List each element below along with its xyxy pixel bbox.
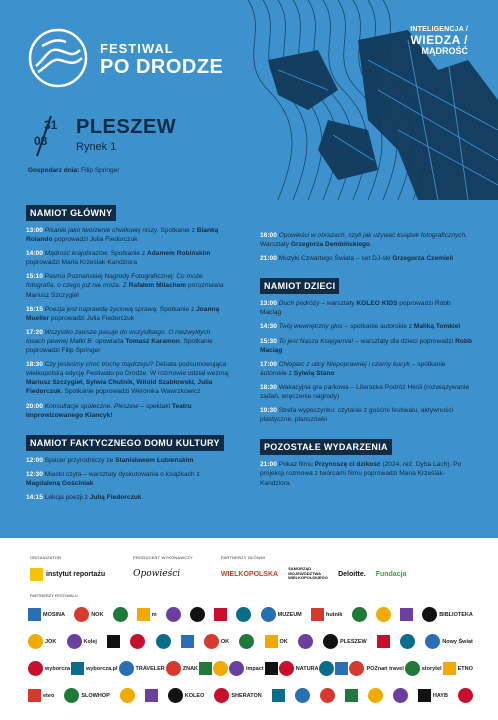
partner-mark-icon — [377, 635, 390, 648]
partner-mark-icon — [64, 688, 79, 703]
partner-mark-icon — [213, 661, 228, 676]
partner-name: NATURA — [295, 665, 319, 672]
partner-name: KOLEO — [184, 692, 205, 699]
program-text: porozmawia Mariusz Szczygieł — [26, 282, 224, 299]
main-partner-1: WIELKOPOLSKA — [220, 570, 279, 578]
program-text: Spotkanie z — [108, 250, 147, 258]
partner-logo — [190, 607, 205, 622]
program-item — [260, 337, 472, 355]
partner-logo — [28, 661, 70, 676]
partner-name: m — [151, 611, 157, 618]
partner-mark-icon — [28, 608, 41, 621]
theme-line2: WIEDZA / — [410, 32, 468, 47]
partner-logo — [28, 608, 65, 621]
program-text: Miasto czyta – warsztaty dyskutowania o książkach z — [44, 470, 200, 478]
program-item — [260, 383, 472, 401]
program-time: 15:10 — [26, 273, 43, 281]
program-text: Rafałem Milachem — [128, 282, 187, 290]
program-text: Przynoszę ci dzikość — [314, 461, 381, 469]
partner-mark-icon — [166, 661, 181, 676]
partner-mark-icon — [67, 634, 82, 649]
program-text: – spotkanie autorskie z — [342, 323, 414, 331]
partner-logo — [67, 634, 97, 649]
partner-mark-icon — [214, 688, 229, 703]
partner-logo — [166, 607, 181, 622]
producer-name: Opowieści — [133, 569, 181, 579]
program-time: 13:00 — [260, 300, 277, 308]
organizer-label: ORGANIZATOR — [30, 555, 62, 560]
partner-mark-icon — [28, 661, 43, 676]
partner-logo — [166, 661, 198, 676]
partner-logo — [320, 688, 335, 703]
partner-mark-icon — [137, 608, 150, 621]
program-text: Grzegorza Czemieli — [392, 255, 454, 263]
partner-mark-icon — [120, 688, 135, 703]
partner-logo — [120, 688, 135, 703]
program-text: Sylwią Stano — [293, 369, 335, 377]
program-text: Co może fotografia, o czego już nie może. — [26, 273, 203, 290]
program-item — [26, 470, 231, 488]
partner-logo — [156, 634, 171, 649]
partner-name: impact — [245, 665, 264, 672]
program-item — [26, 328, 231, 355]
festival-title — [100, 42, 223, 77]
partner-logo — [272, 689, 285, 702]
section-title-kids: NAMIOT DZIECI — [260, 278, 339, 294]
festival-title-line2: PO DRODZE — [100, 56, 224, 78]
partner-logo — [443, 662, 473, 675]
location — [76, 116, 176, 153]
partner-logo — [393, 688, 408, 703]
partner-mark-icon — [376, 607, 391, 622]
program-text: Mariusz Szczygieł, Sylwia Chutnik, Witold Szabłowski, Julia Fiedorczuk — [26, 379, 213, 396]
program-text: . — [141, 493, 144, 501]
program-text: Pasmo Poznańskiej Nagrody Fotograficznej: — [44, 273, 177, 281]
program-text: Bianką Rolando — [26, 227, 219, 244]
partner-mark-icon — [119, 661, 134, 676]
instytut-logo-icon — [30, 568, 43, 581]
partner-name: eteo — [43, 692, 55, 699]
partner-logo — [405, 661, 442, 676]
partner-logo — [425, 634, 473, 649]
program-text: Spotkanie z — [157, 305, 197, 313]
program-text: Stanisławem Łubieńskim — [115, 456, 194, 464]
partner-logo — [349, 661, 403, 676]
partner-logo — [168, 688, 205, 703]
program-text: Muzyki Czwartego Świata – set DJ-ski — [278, 255, 393, 263]
partner-logo — [311, 608, 343, 621]
partner-name: MUZEUM — [277, 611, 302, 618]
partner-mark-icon — [320, 688, 335, 703]
partners-row — [28, 628, 473, 655]
partner-name: TRAVELER — [135, 665, 165, 672]
program-time: 12:00 — [26, 456, 43, 464]
date-month: 08 — [34, 134, 48, 148]
partner-logo — [335, 662, 348, 675]
program-text: Lekcja poezji z — [44, 493, 90, 501]
partner-logo — [298, 634, 313, 649]
program-time: 14:30 — [260, 323, 277, 331]
organizer — [30, 555, 105, 582]
partner-name: HAYB — [432, 692, 448, 699]
partner-mark-icon — [400, 634, 415, 649]
partner-mark-icon — [261, 607, 276, 622]
program-item — [26, 249, 231, 267]
partners-row — [28, 601, 473, 628]
partner-name: ZNAK — [182, 665, 199, 672]
partner-mark-icon — [405, 661, 420, 676]
partner-mark-icon — [199, 662, 212, 675]
program-text: Spotkanie z — [158, 227, 197, 234]
program-text: . Spotkanie poprowadzi Weronika Wawrzkowicz — [60, 388, 201, 396]
program-time: 15:30 — [260, 337, 277, 345]
partner-mark-icon — [368, 688, 383, 703]
partner-logo — [181, 635, 194, 648]
program-text: Twój wewnętrzny głos — [278, 323, 343, 331]
partner-mark-icon — [311, 608, 324, 621]
program-text: Joanną Mueller — [26, 305, 220, 322]
theme-line1: INTELIGENCJA / — [410, 26, 468, 33]
partner-logo — [239, 634, 254, 649]
partner-mark-icon — [418, 689, 431, 702]
partner-name: POZnań travel — [366, 665, 404, 672]
program-item — [260, 460, 472, 487]
theme-block — [410, 26, 468, 57]
festival-title-line1: FESTIWAL — [100, 41, 174, 56]
program-text: Mądrość krajobrazów. — [44, 250, 109, 258]
program-time: 13:00 — [26, 227, 43, 234]
partner-logo — [71, 662, 117, 675]
program-text: . Spotkanie poprowadzi Filip Springer — [26, 337, 213, 355]
partner-logo — [130, 634, 145, 649]
program-text: Duch podróży — [278, 300, 320, 308]
program-text: – warsztaty — [319, 300, 357, 308]
program-text: Maliką Tomkiel — [413, 323, 461, 331]
partner-name: ETNO — [457, 665, 473, 672]
program-text: Wakacyjna gra parkowa – Literacka Podróż Heśli (rozwiązywanie zadań, wręczenie nagrody) — [260, 383, 470, 401]
program-text: Chłopiec z ulicy Niepoprawnej i czarny kucyk — [278, 360, 410, 368]
partner-name: BIBLIOTEKA — [439, 611, 473, 618]
program-time: 17:00 — [260, 360, 277, 368]
partner-logo — [214, 688, 261, 703]
program-item — [26, 402, 231, 420]
program-text: (2024, reż. Dyba Lach). Po projekcji rozmowa z twórcami filmu poprowadzi Maria Krześlak-Kandziora — [260, 461, 462, 487]
program-time: 18:30 — [26, 361, 43, 369]
partner-mark-icon — [107, 635, 120, 648]
partner-mark-icon — [323, 634, 338, 649]
partner-name: MOSINA — [43, 611, 65, 618]
partner-mark-icon — [71, 662, 84, 675]
program-text: Robb Maciąg — [260, 337, 472, 354]
partner-name: OK — [279, 638, 288, 645]
program-time: 14:00 — [26, 250, 43, 258]
organizer-logo — [30, 566, 105, 582]
program-text: Konsultacje społeczne. Pleszew — [44, 402, 139, 410]
partner-mark-icon — [74, 607, 89, 622]
program-text: poprowadzi Julia Fiedorczuk — [52, 236, 138, 244]
partner-logo — [279, 661, 319, 676]
program-item — [260, 254, 472, 263]
partner-mark-icon — [236, 607, 251, 622]
program-item — [26, 226, 231, 244]
program-time: 14:15 — [26, 493, 43, 501]
partner-name: SLOWHOP — [81, 692, 110, 699]
partners-row — [28, 682, 473, 709]
program-text: Tomasz Karamon — [125, 337, 180, 345]
main-partner-3: Deloitte. — [338, 570, 366, 578]
date-day: 31 — [44, 118, 58, 132]
program-text: Debata podsumowująca wielkopolską edycję Festiwalu po Drodze. W rozmowie udział wezmą: — [26, 361, 230, 378]
partner-logo — [74, 607, 103, 622]
section-title-factual: NAMIOT FAKTYCZNEGO DOMU KULTURY — [26, 435, 224, 451]
program-time: 12:30 — [26, 470, 43, 478]
program-time: 17:20 — [26, 328, 43, 336]
program-text: Magdaleną Gościniak — [26, 479, 94, 487]
main-partners — [221, 555, 407, 582]
partner-mark-icon — [190, 607, 205, 622]
partner-mark-icon — [319, 661, 334, 676]
program-text: Grzegorza Dembińskiego — [290, 241, 371, 249]
partner-logo — [119, 661, 165, 676]
partners-row — [28, 655, 473, 682]
program-time: 16:00 — [260, 232, 277, 239]
city-name: PLESZEW — [76, 116, 177, 138]
program-text: poprowadzi Robb Maciąg — [260, 300, 451, 317]
partner-name: hutnik — [325, 611, 343, 618]
program-text: To jest Nasza Księgarnia! — [278, 337, 354, 345]
partner-logo — [229, 661, 264, 676]
program-text: Julią Fiedorczuk — [89, 493, 142, 501]
producer-label: PRODUCENT WYKONAWCZY — [133, 555, 193, 560]
partner-mark-icon — [279, 661, 294, 676]
program-time: 16:15 — [26, 305, 43, 313]
program-text: KOLEO KIDS — [356, 300, 398, 308]
partner-name: JOK — [45, 638, 57, 645]
partner-logo — [345, 689, 358, 702]
partner-mark-icon — [400, 608, 413, 621]
program-text: Strefa wypoczynku: czytanie z gośćmi festiwalu, aktywności plastyczne, planszówki — [260, 407, 454, 424]
partner-mark-icon — [156, 634, 171, 649]
partner-mark-icon — [349, 661, 364, 676]
partner-logo — [319, 661, 334, 676]
partner-logo — [418, 689, 448, 702]
program-item — [26, 305, 231, 323]
sponsors-panel — [0, 538, 498, 720]
partner-mark-icon — [204, 634, 219, 649]
partner-mark-icon — [422, 607, 437, 622]
partner-mark-icon — [166, 607, 181, 622]
partner-mark-icon — [181, 635, 194, 648]
partner-mark-icon — [352, 607, 367, 622]
organizers-row — [30, 555, 434, 582]
partner-logo — [113, 607, 128, 622]
partner-logo — [214, 608, 227, 621]
program-time: 19:30 — [260, 407, 277, 415]
host-label: Gospodarz dnia: — [28, 167, 80, 174]
program-text: Wszystko zawsze pasuje do wszystkiego. O niezwykłych losach pewnej Matki B. — [26, 328, 211, 345]
main-partner-2: SAMORZĄD WOJEWÓDZTWA WIELKOPOLSKIEGO — [288, 566, 328, 581]
partner-logo — [368, 688, 383, 703]
partner-mark-icon — [298, 634, 313, 649]
partner-name: OK — [220, 638, 230, 645]
partner-mark-icon — [265, 635, 278, 648]
program-text: Spacer przyrodniczy ze — [44, 456, 116, 464]
organizer-name: instytut reportażu — [46, 570, 106, 578]
partner-logo — [400, 608, 413, 621]
section-title-other: POZOSTAŁE WYDARZENIA — [260, 439, 392, 455]
program-left-column — [26, 203, 231, 507]
event-date — [30, 116, 76, 156]
partner-mark-icon — [272, 689, 285, 702]
partner-name: storytel — [421, 665, 442, 672]
program-time: 18:30 — [260, 383, 277, 391]
partner-logo — [376, 607, 391, 622]
program-text: Czy jesteśmy choć trochę mądrzejsi? — [44, 361, 154, 369]
partner-logo — [64, 688, 109, 703]
program-item — [260, 299, 472, 317]
program-text: poprowadzi Julia Fiedorczuk — [49, 314, 135, 322]
partner-logo — [28, 634, 56, 649]
partner-mark-icon — [28, 689, 41, 702]
program-item — [26, 272, 231, 299]
address: Rynek 1 — [76, 141, 117, 153]
partner-name: Kolej — [83, 638, 97, 645]
partner-logo — [236, 607, 251, 622]
partner-logo — [352, 607, 367, 622]
program-text: Warsztaty — [260, 241, 291, 249]
program-text: Pisanie jako tworzenie chwilowej niszy. — [44, 227, 159, 234]
section-title-main: NAMIOT GŁÓWNY — [26, 205, 116, 221]
partner-mark-icon — [425, 634, 440, 649]
partner-logo — [265, 662, 278, 675]
partner-mark-icon — [28, 634, 43, 649]
partner-mark-icon — [345, 689, 358, 702]
program-text: – spotkanie autorskie z — [260, 360, 446, 377]
program-time: 21:00 — [260, 255, 277, 263]
partner-mark-icon — [229, 661, 244, 676]
partner-logo — [145, 689, 158, 702]
partner-name: Nowy Świat — [442, 638, 473, 645]
partner-mark-icon — [145, 689, 158, 702]
host-name: Filip Springer — [81, 167, 120, 174]
producer — [133, 555, 193, 582]
partner-logo — [204, 634, 229, 649]
partner-name: wyborcza — [45, 665, 71, 672]
program-text: Poezja jest naprawdę życiową sprawą. — [44, 305, 158, 313]
partners-label: PARTNERZY FESTIWALU — [30, 593, 78, 598]
host-line — [28, 167, 119, 174]
program-item — [26, 493, 231, 502]
partner-mark-icon — [335, 662, 348, 675]
program-time: 20:00 — [26, 402, 43, 410]
program-text: Pokaz filmu — [278, 461, 315, 469]
program-text: opowiada — [93, 337, 126, 345]
main-partners-label: PARTNERZY GŁÓWNI — [220, 555, 266, 560]
partner-logo — [295, 688, 310, 703]
partner-logo — [213, 661, 228, 676]
festival-logo — [28, 28, 88, 88]
program-text: Z — [120, 282, 129, 290]
partner-mark-icon — [265, 662, 278, 675]
partner-logo — [261, 607, 302, 622]
partner-mark-icon — [458, 688, 473, 703]
program-item — [26, 456, 231, 465]
partner-mark-icon — [113, 607, 128, 622]
partner-name: NOK — [91, 611, 104, 618]
program-text: – warsztaty dla dzieci poprowadzi — [353, 337, 456, 345]
program-text: – spektakl — [138, 402, 172, 410]
program-time: 21:00 — [260, 461, 277, 469]
partner-logo — [199, 662, 212, 675]
partner-mark-icon — [393, 688, 408, 703]
partner-logo — [458, 688, 473, 703]
partner-mark-icon — [443, 662, 456, 675]
main-partners-logos — [221, 566, 407, 582]
partner-logo — [377, 635, 390, 648]
partner-mark-icon — [130, 634, 145, 649]
program-item — [260, 322, 472, 331]
partner-logo — [28, 689, 54, 702]
program-item — [260, 360, 472, 378]
partner-logo — [137, 608, 157, 621]
partner-logo — [323, 634, 367, 649]
program-right-column — [260, 231, 472, 493]
program-item — [260, 231, 472, 249]
partner-mark-icon — [239, 634, 254, 649]
partner-mark-icon — [168, 688, 183, 703]
partner-logo — [265, 635, 288, 648]
partner-logo — [422, 607, 473, 622]
program-text: Adamem Robińskim — [146, 250, 211, 258]
partners-grid — [28, 601, 473, 709]
partner-name: SHERATON — [231, 692, 262, 699]
main-partner-4: Fundacja — [375, 570, 407, 578]
program-text: Teatru Improwizowanego Klancyk! — [26, 402, 192, 419]
partner-name: PLESZEW — [340, 638, 367, 645]
partner-mark-icon — [214, 608, 227, 621]
partner-name: wyborcza.pl — [86, 665, 118, 672]
program-text: Opowieści w obrazach, czyli jak używać książek fotograficznych. — [278, 232, 468, 239]
partner-logo — [400, 634, 415, 649]
program-item — [260, 406, 472, 424]
partner-logo — [107, 635, 120, 648]
theme-line3: MĄDROŚĆ — [421, 45, 468, 56]
partner-mark-icon — [295, 688, 310, 703]
program-item — [26, 360, 231, 396]
program-text: poprowadzi Maria Krześlak-Kandziora — [26, 259, 138, 267]
